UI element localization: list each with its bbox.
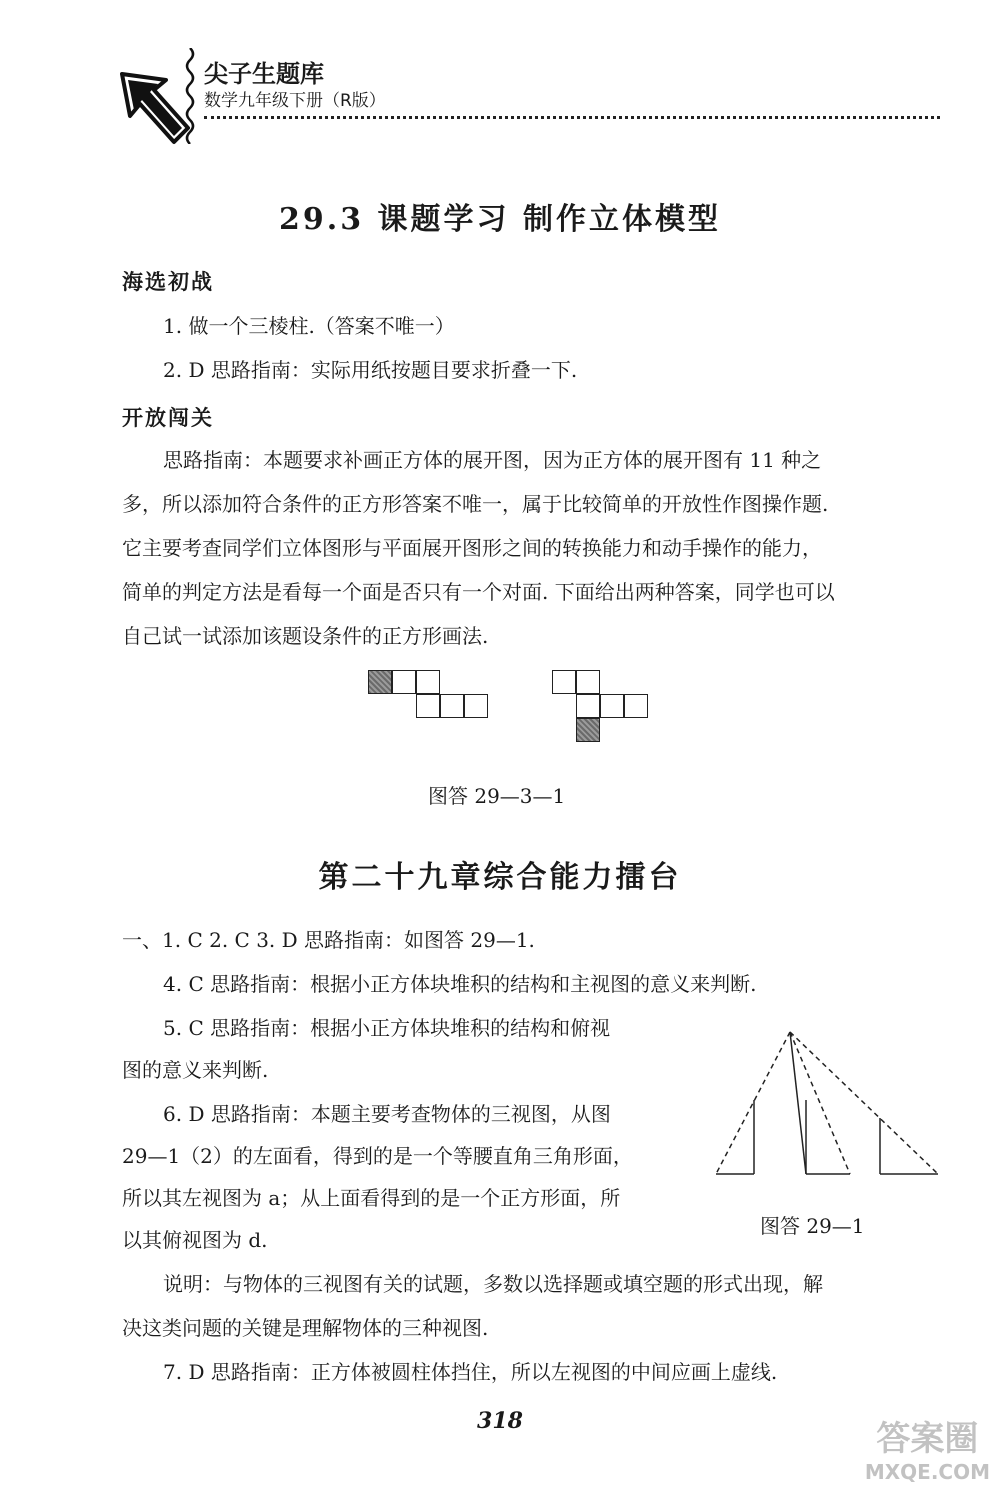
book-subtitle: 数学九年级下册（R版） <box>204 91 386 111</box>
net-square <box>464 694 488 718</box>
answer-line: 4. C 思路指南：根据小正方体块堆积的结构和主视图的意义来判断. <box>163 972 757 996</box>
net-square <box>576 694 600 718</box>
watermark-url: MXQE.COM <box>864 1460 990 1484</box>
figure-caption-29-3-1: 图答 29—3—1 <box>428 784 566 808</box>
net-square <box>416 670 440 694</box>
answer-line: 29—1（2）的左面看，得到的是一个等腰直角三角形面， <box>122 1144 633 1168</box>
header-dotted-rule <box>204 116 940 119</box>
paragraph-line: 多，所以添加符合条件的正方形答案不唯一，属于比较简单的开放性作图操作题. <box>122 492 829 516</box>
net-square <box>440 694 464 718</box>
net-square <box>392 670 416 694</box>
wavy-divider-icon <box>183 48 197 144</box>
page-number: 318 <box>477 1408 523 1434</box>
answer-line: 所以其左视图为 a；从上面看得到的是一个正方形面，所 <box>122 1186 621 1210</box>
figure-caption-29-1: 图答 29—1 <box>760 1214 865 1238</box>
book-title: 尖子生题库 <box>204 60 324 88</box>
note-line: 决这类问题的关键是理解物体的三种视图. <box>122 1316 489 1340</box>
answer-line: 图的意义来判断. <box>122 1058 269 1082</box>
paragraph-line: 简单的判定方法是看每一个面是否只有一个对面. 下面给出两种答案，同学也可以 <box>122 580 835 604</box>
note-line: 说明：与物体的三视图有关的试题，多数以选择题或填空题的形式出现，解 <box>163 1272 823 1296</box>
answer-line: 5. C 思路指南：根据小正方体块堆积的结构和俯视 <box>163 1016 611 1040</box>
subsection-title-kaifang: 开放闯关 <box>122 405 214 430</box>
net-square <box>552 670 576 694</box>
answer-line: 以其俯视图为 d. <box>122 1228 268 1252</box>
paragraph-line: 自己试一试添加该题设条件的正方形画法. <box>122 624 489 648</box>
section-heading-29-3: 29.3 课题学习 制作立体模型 <box>279 202 721 237</box>
shaded-square <box>368 670 392 694</box>
subsection-title-haixuan: 海选初战 <box>122 269 214 294</box>
watermark-text: 答案圈 <box>876 1419 979 1459</box>
section-heading-chapter-29: 第二十九章综合能力擂台 <box>318 860 682 895</box>
answer-line-1: 1. 做一个三棱柱.（答案不唯一） <box>163 314 455 338</box>
net-square <box>600 694 624 718</box>
net-square <box>576 670 600 694</box>
paragraph-line: 它主要考查同学们立体图形与平面展开图形之间的转换能力和动手操作的能力， <box>122 536 822 560</box>
shaded-square <box>576 718 600 742</box>
answer-line: 一、1. C 2. C 3. D 思路指南：如图答 29—1. <box>122 928 535 952</box>
net-square <box>416 694 440 718</box>
view-b-triangle <box>790 1032 850 1174</box>
view-c-triangle <box>790 1032 938 1174</box>
view-a-triangle <box>716 1032 790 1174</box>
three-view-figure <box>708 1020 948 1180</box>
arrow-logo-icon <box>114 66 194 152</box>
net-square <box>624 694 648 718</box>
answer-line: 6. D 思路指南：本题主要考查物体的三视图，从图 <box>163 1102 611 1126</box>
watermark-logo <box>865 1411 990 1484</box>
answer-line: 7. D 思路指南：正方体被圆柱体挡住，所以左视图的中间应画上虚线. <box>163 1360 778 1384</box>
paragraph-line: 思路指南：本题要求补画正方体的展开图，因为正方体的展开图有 11 种之 <box>163 448 822 472</box>
answer-line-2: 2. D 思路指南：实际用纸按题目要求折叠一下. <box>163 358 578 382</box>
